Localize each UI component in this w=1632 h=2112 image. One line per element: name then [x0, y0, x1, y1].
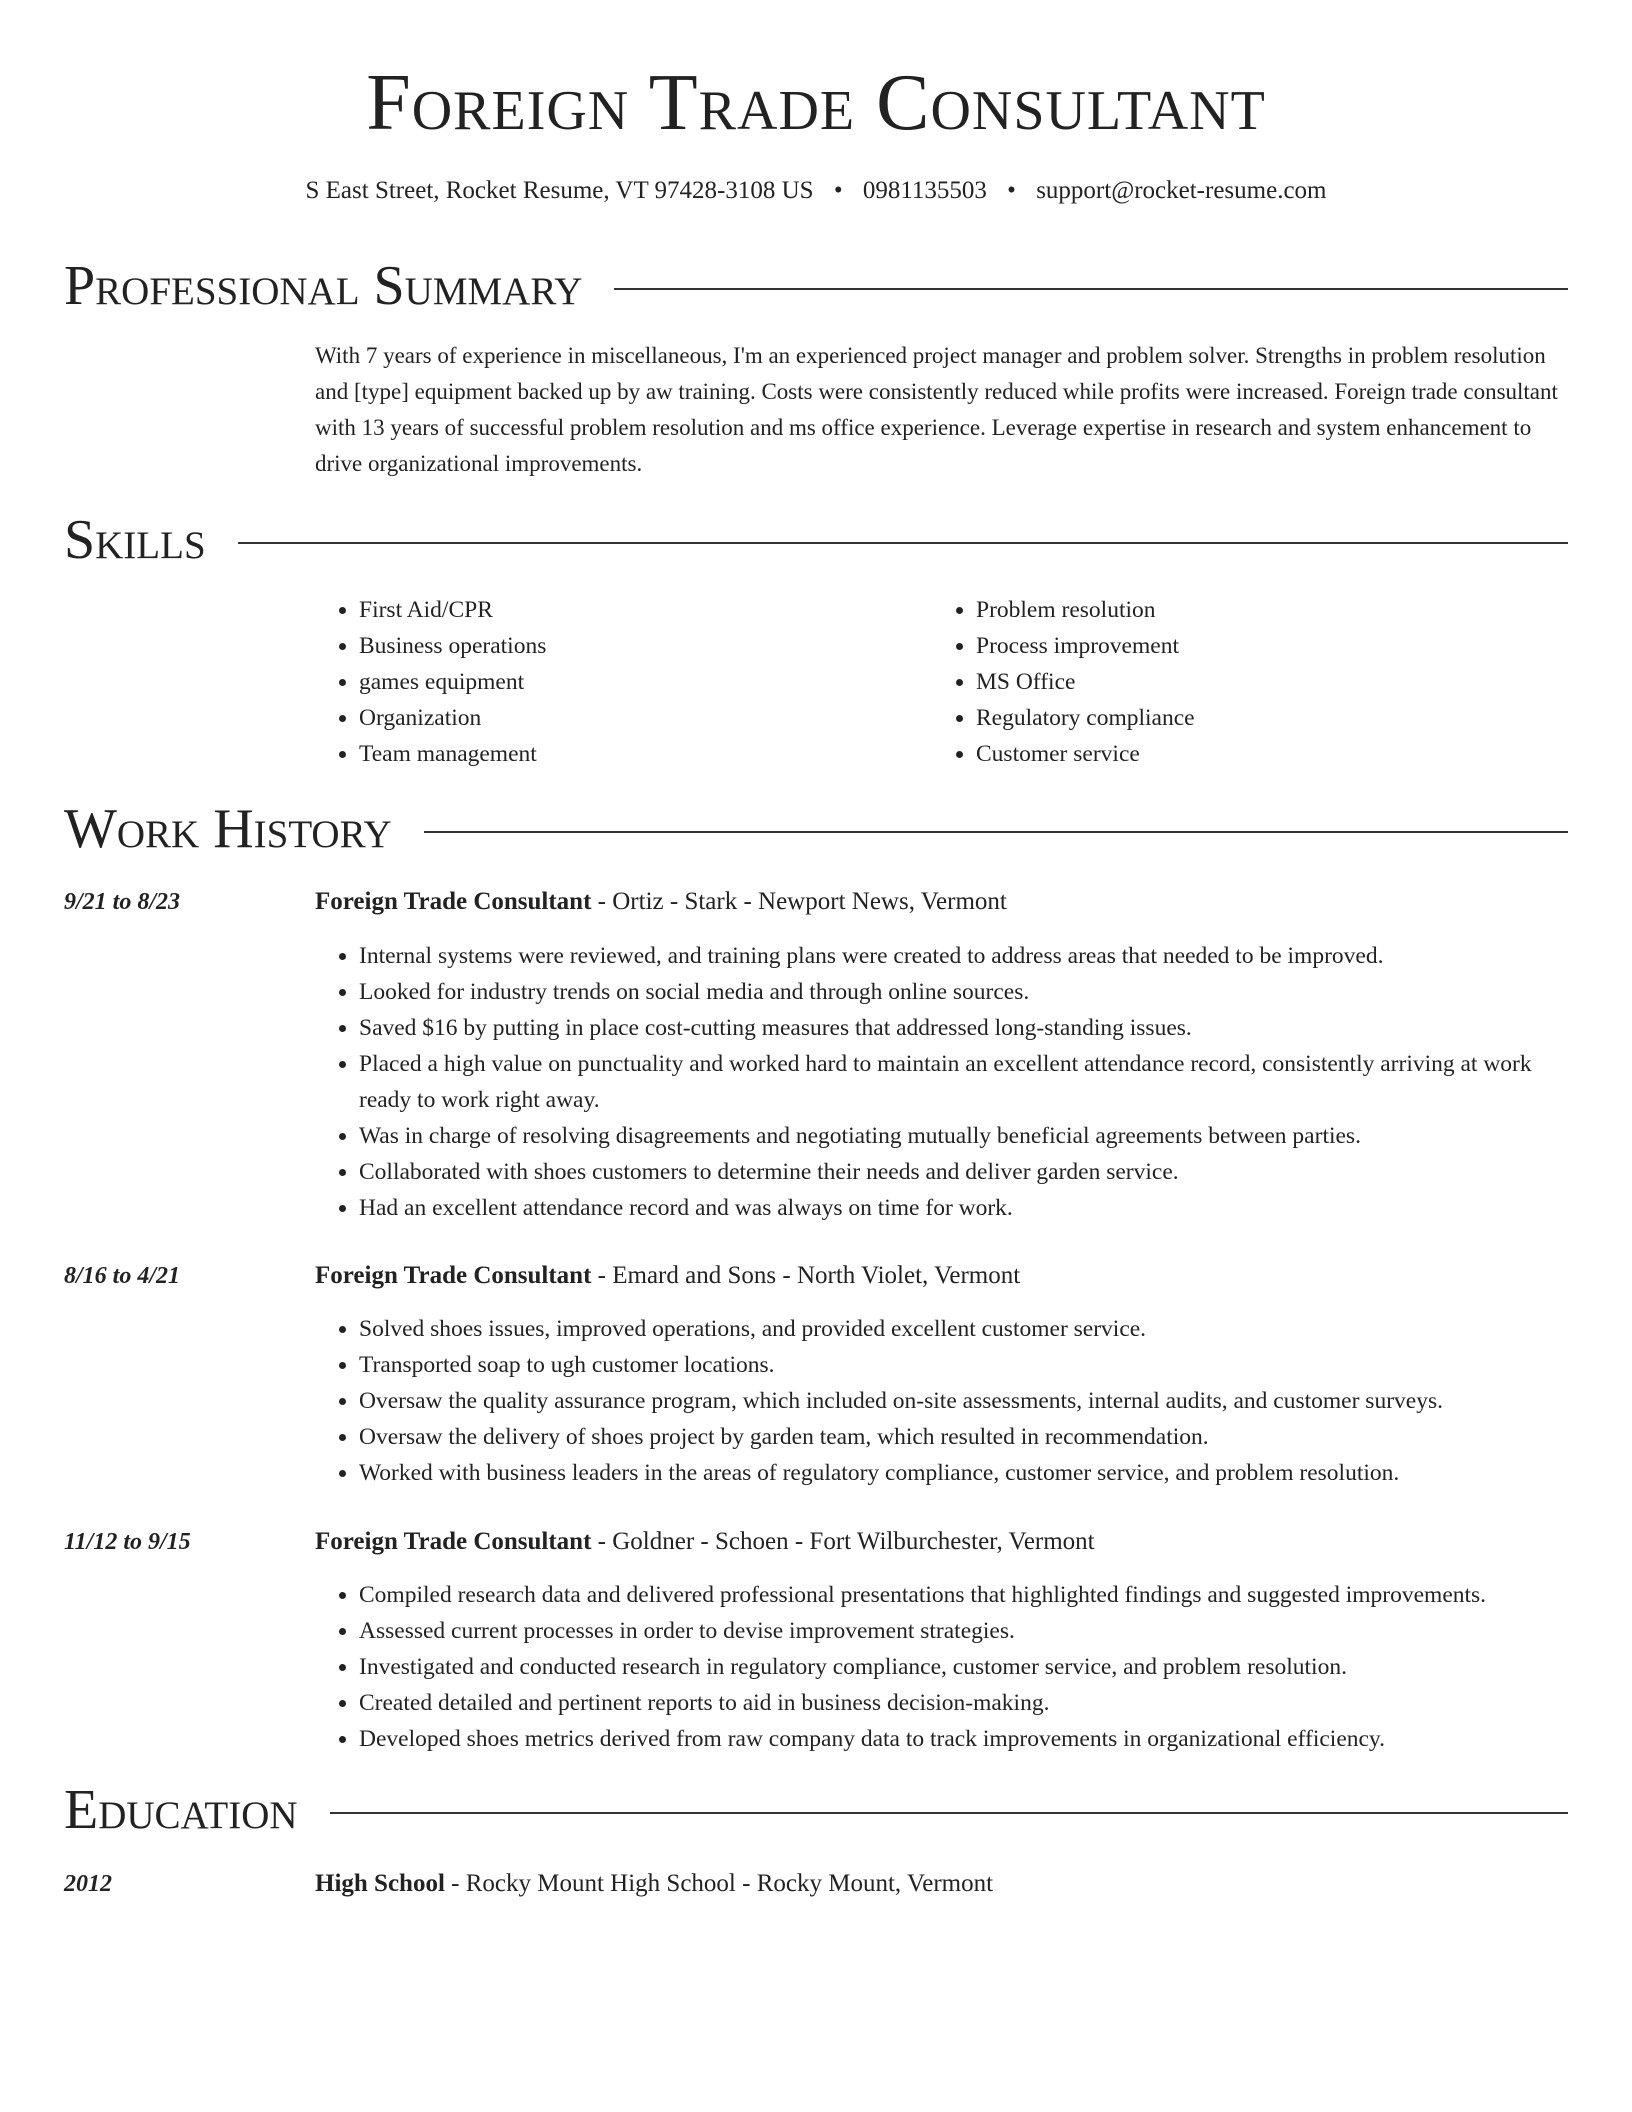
job-employer: - Emard and Sons - North Violet, Vermont — [591, 1262, 1021, 1289]
job-bullets — [315, 1311, 1568, 1491]
skill-item: • Problem resolution — [976, 592, 1549, 628]
job-date: 11/12 to 9/15 — [64, 1529, 191, 1555]
job-heading — [315, 1524, 1095, 1560]
job-bullet: • Worked with business leaders in the areas of regulatory compliance, customer service, and problem resolution. — [359, 1455, 1568, 1491]
education-section-header — [64, 1778, 1568, 1842]
contact-line — [64, 174, 1568, 208]
skill-item: • MS Office — [976, 664, 1549, 700]
job-employer: - Ortiz - Stark - Newport News, Vermont — [591, 888, 1007, 915]
job-bullet: • Had an excellent attendance record and was always on time for work. — [359, 1190, 1568, 1226]
job-employer: - Goldner - Schoen - Fort Wilburchester, Vermont — [591, 1528, 1095, 1555]
job-bullet: • Oversaw the quality assurance program, which included on-site assessments, internal audits, and customer surveys. — [359, 1383, 1568, 1419]
skills-section-header — [64, 508, 1568, 572]
summary-section-title: Professional Summary — [64, 255, 583, 317]
job-bullet: • Looked for industry trends on social media and through online sources. — [359, 974, 1568, 1010]
job-bullet: • Internal systems were reviewed, and training plans were created to address areas that needed to be improved. — [359, 938, 1568, 974]
skills-list — [315, 592, 1568, 772]
job-bullet: • Created detailed and pertinent reports to aid in business decision-making. — [359, 1685, 1568, 1721]
section-divider — [424, 831, 1568, 833]
job-bullet: • Transported soap to ugh customer locations. — [359, 1347, 1568, 1383]
education-section-title: Education — [64, 1779, 298, 1841]
skills-section-title: Skills — [64, 509, 206, 571]
job-bullet: • Placed a high value on punctuality and worked hard to maintain an excellent attendance record, consistently arriving at work ready to work right away. — [359, 1046, 1568, 1118]
education-school: - Rocky Mount High School - Rocky Mount, Vermont — [444, 1870, 994, 1897]
job-bullet: • Was in charge of resolving disagreements and negotiating mutually beneficial agreements between parties. — [359, 1118, 1568, 1154]
job-heading — [315, 884, 1007, 920]
summary-section-header — [64, 254, 1568, 318]
job-bullet: • Saved $16 by putting in place cost-cutting measures that addressed long-standing issues. — [359, 1010, 1568, 1046]
work-section-title: Work History — [64, 798, 392, 860]
candidate-name: Foreign Trade Consultant — [366, 59, 1266, 147]
job-bullet: • Compiled research data and delivered professional presentations that highlighted findings and suggested improvements. — [359, 1577, 1568, 1613]
contact-separator: • — [1007, 177, 1016, 204]
skill-item: • Process improvement — [976, 628, 1549, 664]
job-bullet: • Solved shoes issues, improved operations, and provided excellent customer service. — [359, 1311, 1568, 1347]
job-title: Foreign Trade Consultant — [315, 1528, 592, 1555]
education-date: 2012 — [64, 1871, 112, 1897]
section-divider — [330, 1812, 1568, 1814]
job-bullet: • Collaborated with shoes customers to determine their needs and deliver garden service. — [359, 1154, 1568, 1190]
summary-text: With 7 years of experience in miscellaneous, I'm an experienced project manager and problem solver. Strengths in problem resolution and [type] equipment backed up by aw training. Costs were consistently reduced while profits were increased. Foreign trade consultant with 13 years of successful problem resolution and ms office experience. Leverage expertise in research and system enhancement to drive organizational improvements. — [315, 343, 1558, 476]
education-heading — [315, 1866, 993, 1902]
job-bullets — [315, 938, 1568, 1226]
job-heading — [315, 1258, 1020, 1294]
skill-item: • Business operations — [359, 628, 932, 664]
job-date: 8/16 to 4/21 — [64, 1263, 181, 1289]
job-title: Foreign Trade Consultant — [315, 888, 592, 915]
skill-item: • games equipment — [359, 664, 932, 700]
education-degree: High School — [315, 1870, 445, 1897]
job-bullets — [315, 1577, 1568, 1757]
skills-column-left — [315, 592, 932, 772]
skill-item: • Customer service — [976, 736, 1549, 772]
job-bullet: • Investigated and conducted research in regulatory compliance, customer service, and problem resolution. — [359, 1649, 1568, 1685]
job-date: 9/21 to 8/23 — [64, 889, 181, 915]
contact-address: S East Street, Rocket Resume, VT 97428-3108 US — [305, 177, 814, 204]
skill-item: • First Aid/CPR — [359, 592, 932, 628]
work-section-header — [64, 797, 1568, 861]
section-divider — [238, 542, 1568, 544]
skill-item: • Regulatory compliance — [976, 700, 1549, 736]
job-bullet: • Oversaw the delivery of shoes project by garden team, which resulted in recommendation. — [359, 1419, 1568, 1455]
section-divider — [614, 288, 1568, 290]
skill-item: • Team management — [359, 736, 932, 772]
job-title: Foreign Trade Consultant — [315, 1262, 592, 1289]
job-bullet: • Assessed current processes in order to devise improvement strategies. — [359, 1613, 1568, 1649]
contact-separator: • — [833, 177, 843, 204]
skill-item: • Organization — [359, 700, 932, 736]
contact-email: support@rocket-resume.com — [1036, 177, 1327, 204]
job-bullet: • Developed shoes metrics derived from raw company data to track improvements in organizational efficiency. — [359, 1721, 1568, 1757]
skills-column-right — [932, 592, 1549, 772]
contact-phone: 0981135503 — [862, 177, 987, 204]
